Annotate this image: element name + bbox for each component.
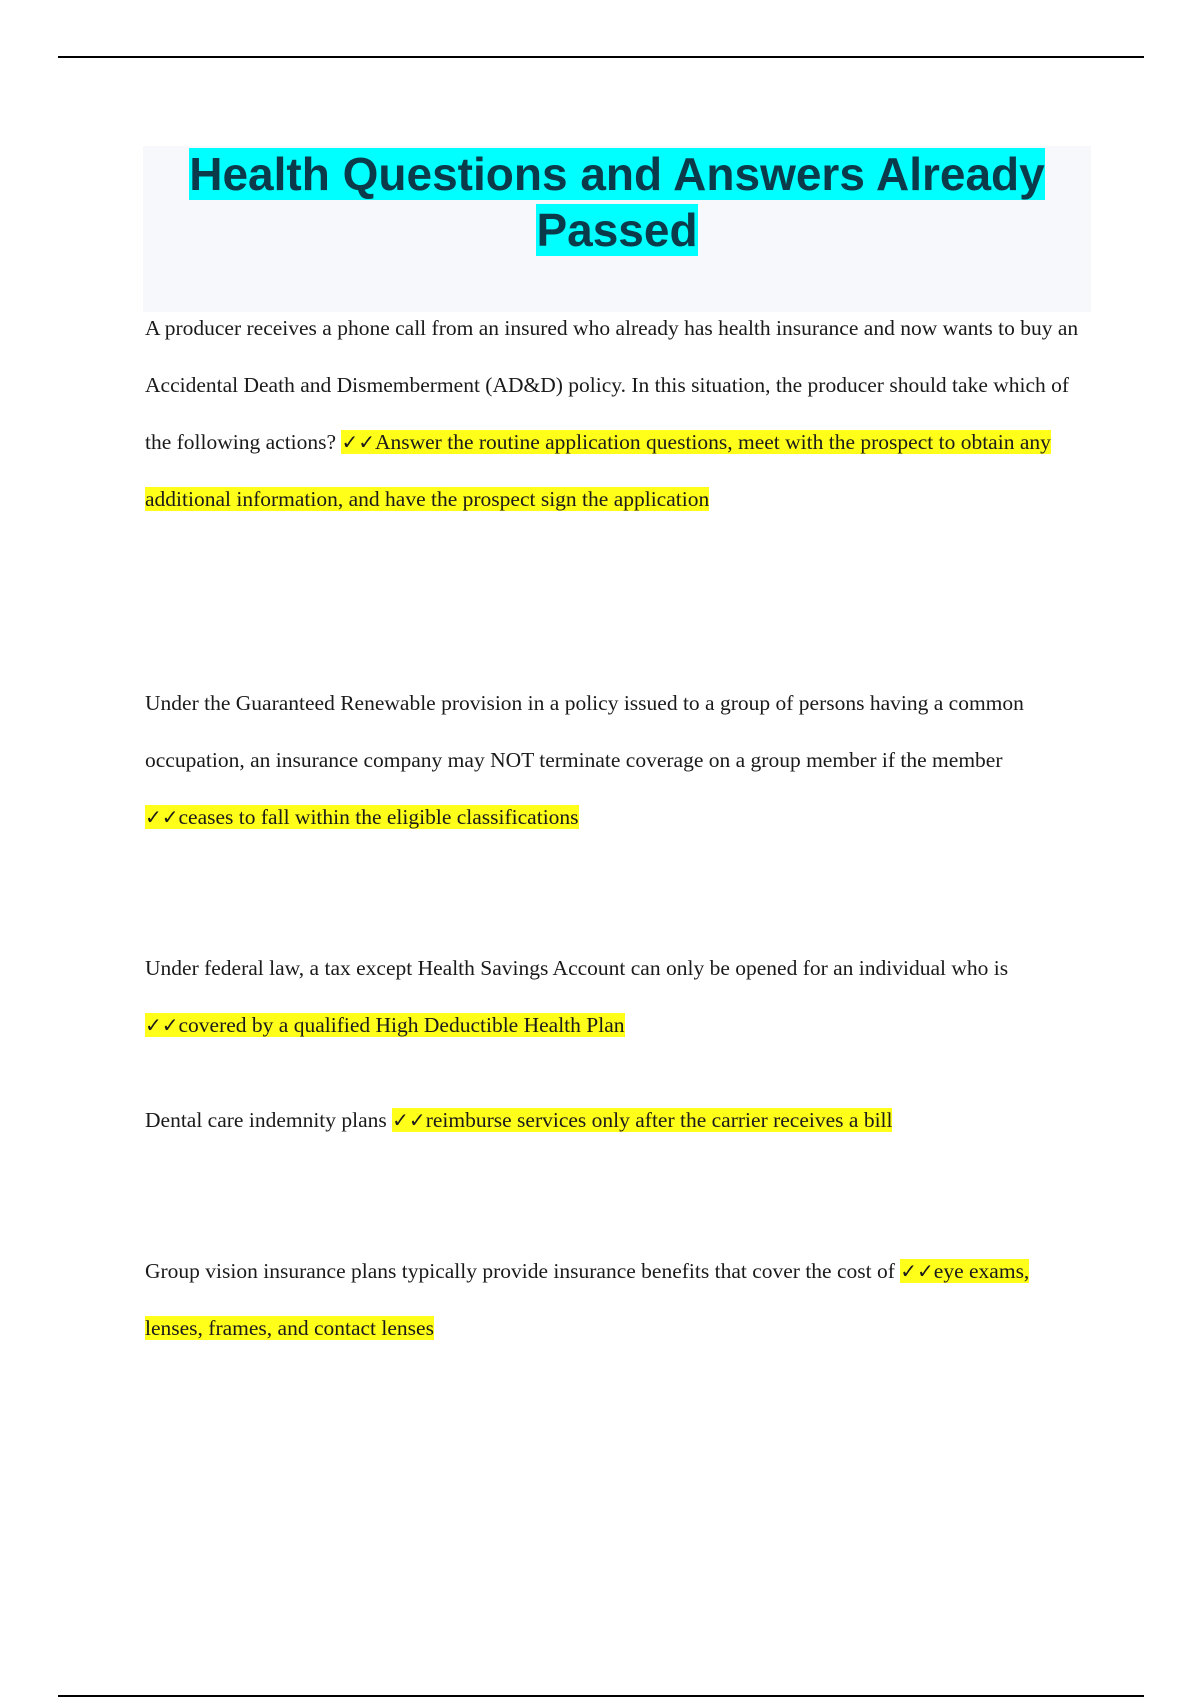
answer-highlight [145,805,579,829]
answer-highlight [392,1108,892,1132]
answer-text: Answer the routine application questions, meet with the prospect to obtain any additional information, and have the prospect sign the application [145,430,1051,511]
qa-item [145,940,1085,1054]
question-text: Under the Guaranteed Renewable provision in a policy issued to a group of persons having a common occupation, an insurance company may NOT terminate coverage on a group member if the member [145,691,1024,772]
qa-item [145,1243,1085,1357]
answer-text: eye exams, lenses, frames, and contact lenses [145,1259,1030,1340]
answer-text: reimburse services only after the carrier receives a bill [425,1108,893,1132]
answer-text: covered by a qualified High Deductible Health Plan [178,1013,625,1037]
answer-highlight [145,1013,625,1037]
question-text: Group vision insurance plans typically provide insurance benefits that cover the cost of [145,1259,895,1283]
qa-item [145,1092,1085,1149]
question-text: A producer receives a phone call from an insured who already has health insurance and now wants to buy an Accidental Death and Dismemberment (AD&D) policy. In this situation, the producer should take which of the following actions? [145,316,1079,454]
check-mark-icon: ✓✓ [341,430,375,454]
qa-item [145,675,1085,846]
check-mark-icon: ✓✓ [392,1108,426,1132]
document-title: Health Questions and Answers Already Passed [189,148,1045,256]
question-text: Dental care indemnity plans [145,1108,387,1132]
footer-rule [58,1695,1144,1697]
answer-text: ceases to fall within the eligible classifications [178,805,579,829]
question-text: Under federal law, a tax except Health Savings Account can only be opened for an individual who is [145,956,1009,980]
check-mark-icon: ✓✓ [145,1013,179,1037]
header-rule [58,56,1144,58]
check-mark-icon: ✓✓ [900,1259,934,1283]
check-mark-icon: ✓✓ [145,805,179,829]
title-band [143,146,1091,312]
qa-item [145,300,1085,528]
